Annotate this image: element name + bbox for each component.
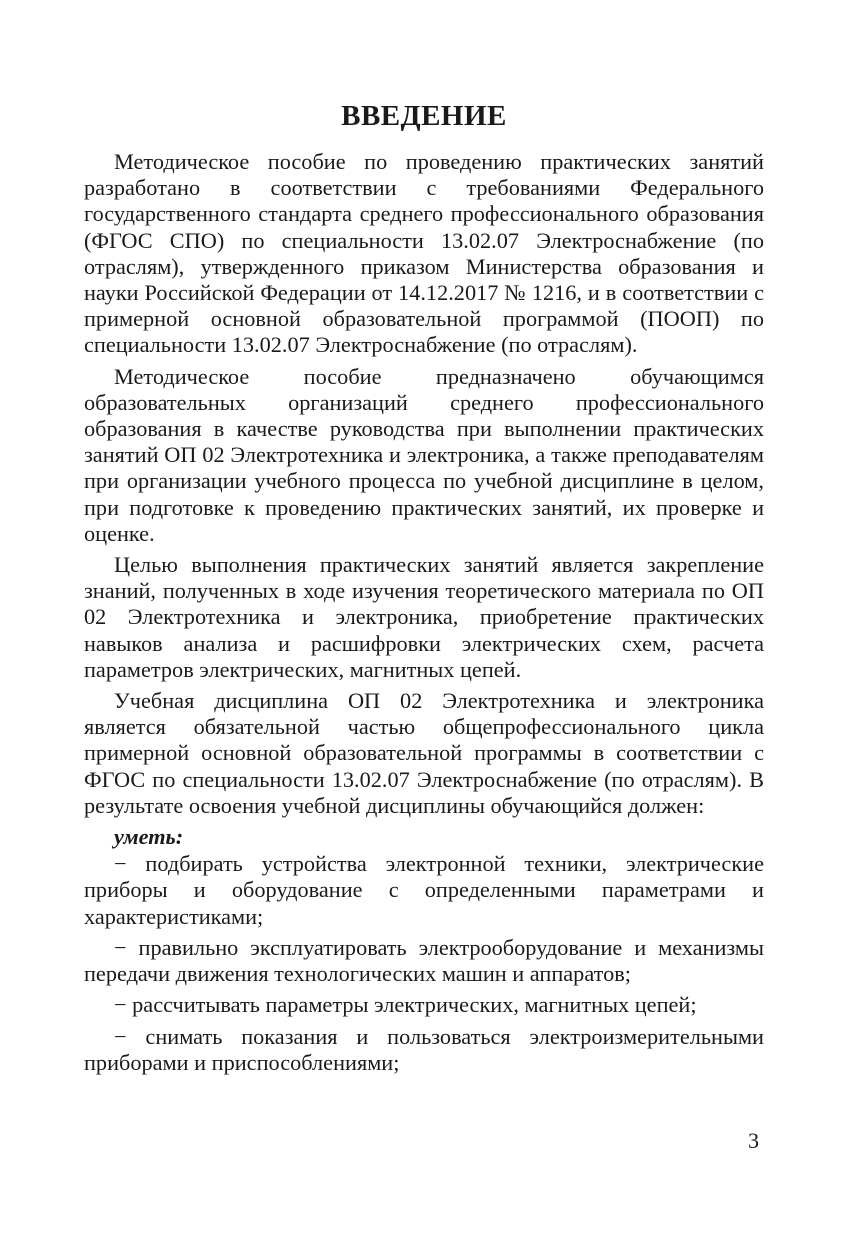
- page-number: 3: [748, 1128, 759, 1153]
- skills-list: [84, 851, 764, 1076]
- list-item: − рассчитывать параметры электрических, магнитных цепей;: [114, 992, 697, 1018]
- paragraph-intro: Методическое пособие по проведению практических занятий разработано в соответствии с требованиями Федерального государственного стандарта среднего профессионального образования (ФГОС СПО) по специальности 13.02.07 Электроснабжение (по отраслям), утвержденного приказом Министерства образования и науки Российской Федерации от 14.12.2017 № 1216, и в соответствии с примерной основной образовательной программой (ПООП) по специальности 13.02.07 Электроснабжение (по отраслям).: [84, 149, 764, 358]
- page-content: [84, 96, 764, 1081]
- list-item: − подбирать устройства электронной техники, электрические приборы и оборудование с определенными параметрами и характеристиками;: [84, 851, 764, 929]
- skills-subheading: уметь:: [114, 824, 184, 850]
- list-item: − снимать показания и пользоваться электроизмерительными приборами и приспособлениями;: [84, 1023, 764, 1075]
- paragraph-purpose: Методическое пособие предназначено обучающимся образовательных организаций среднего профессионального образования в качестве руководства при выполнении практических занятий ОП 02 Электротехника и электроника, а также преподавателям при организации учебного процесса по учебной дисциплине в целом, при подготовке к проведению практических занятий, их проверке и оценке.: [84, 363, 764, 546]
- page-title: ВВЕДЕНИЕ: [341, 100, 507, 132]
- list-item: − правильно эксплуатировать электрооборудование и механизмы передачи движения технологических машин и аппаратов;: [84, 934, 764, 987]
- paragraph-goal: Целью выполнения практических занятий является закрепление знаний, полученных в ходе изучения теоретического материала по ОП 02 Электротехника и электроника, приобретение практических навыков анализа и расшифровки электрических схем, расчета параметров электрических, магнитных цепей.: [84, 552, 764, 682]
- paragraph-discipline: Учебная дисциплина ОП 02 Электротехника и электроника является обязательной частью общепрофессионального цикла примерной основной образовательной программы в соответствии с ФГОС по специальности 13.02.07 Электроснабжение (по отраслям). В результате освоения учебной дисциплины обучающийся должен:: [84, 688, 764, 818]
